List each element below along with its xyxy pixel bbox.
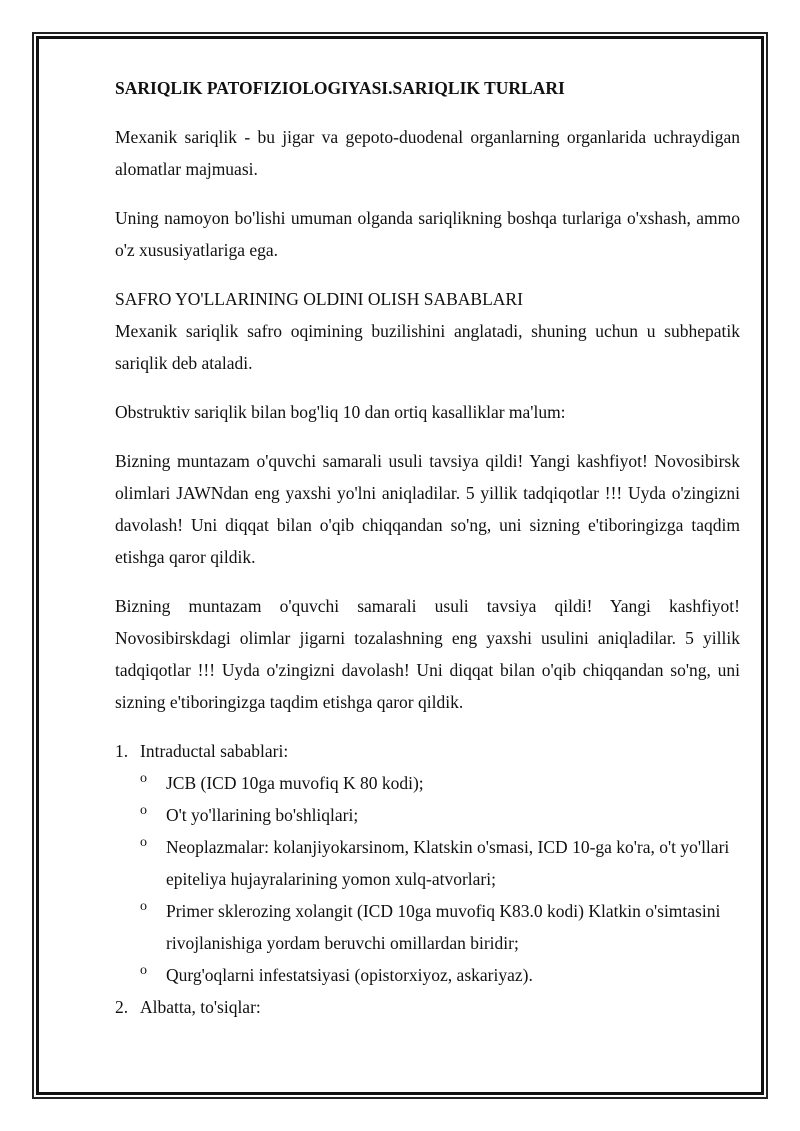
paragraph: Mexanik sariqlik - bu jigar va gepoto-duodenal organlarning organlarida uchraydigan alomatlar majmuasi. — [115, 127, 740, 179]
sub-list-text: O't yo'llarining bo'shliqlari; — [166, 805, 359, 825]
bullet-icon: o — [140, 835, 147, 850]
document-body — [115, 72, 740, 1023]
list-number: 1. — [115, 741, 129, 761]
bullet-icon: o — [140, 803, 147, 818]
paragraph: Bizning muntazam o'quvchi samarali usuli tavsiya qildi! Yangi kashfiyot! Novosibirskdagi olimlar jigarni tozalashning eng yaxshi usulini aniqladilar. 5 yillik tadqiqotlar !!! Uyda o'zingizni davolash! Uni diqqat bilan o'qib chiqqandan so'ng, uni sizning e'tiboringizga taqdim etishga qaror qildik. — [115, 596, 740, 712]
paragraph: Obstruktiv sariqlik bilan bog'liq 10 dan ortiq kasalliklar ma'lum: — [115, 402, 566, 422]
sub-list-text: Neoplazmalar: kolanjiyokarsinom, Klatskin o'smasi, ICD 10-ga ko'ra, o't yo'llari epiteliya hujayralarining yomon xulq-atvorlari; — [166, 837, 730, 889]
causes-list — [115, 735, 740, 1023]
paragraph: Bizning muntazam o'quvchi samarali usuli tavsiya qildi! Yangi kashfiyot! Novosibirsk olimlari JAWNdan eng yaxshi yo'lni aniqladilar. 5 yillik tadqiqotlar !!! Uyda o'zingizni davolash! Uni diqqat bilan o'qib chiqqandan so'ng, uni sizning e'tiboringizga taqdim etishga qaror qildik. — [115, 451, 740, 567]
paragraph: Mexanik sariqlik safro oqimining buzilishini anglatadi, shuning uchun u subhepatik sariqlik deb ataladi. — [115, 321, 740, 373]
sub-list-item — [140, 959, 740, 991]
paragraph: Uning namoyon bo'lishi umuman olganda sariqlikning boshqa turlariga o'xshash, ammo o'z xususiyatlariga ega. — [115, 208, 740, 260]
bullet-icon: o — [140, 899, 147, 914]
section-heading: SAFRO YO'LLARINING OLDINI OLISH SABABLARI — [115, 289, 523, 309]
list-item-label: Intraductal sabablari: — [140, 741, 289, 761]
sub-list-item — [140, 895, 740, 959]
sub-list-item — [140, 799, 740, 831]
bullet-icon: o — [140, 771, 147, 786]
sub-list-item — [140, 767, 740, 799]
list-item-label: Albatta, to'siqlar: — [140, 997, 261, 1017]
bullet-icon: o — [140, 963, 147, 978]
document-title: SARIQLIK PATOFIZIOLOGIYASI.SARIQLIK TURLARI — [115, 78, 565, 98]
list-item — [115, 735, 740, 991]
sub-list-item — [140, 831, 740, 895]
sub-list — [140, 767, 740, 991]
sub-list-text: JCB (ICD 10ga muvofiq K 80 kodi); — [166, 773, 424, 793]
list-number: 2. — [115, 997, 129, 1017]
sub-list-text: Qurg'oqlarni infestatsiyasi (opistorxiyoz, askariyaz). — [166, 965, 533, 985]
sub-list-text: Primer sklerozing xolangit (ICD 10ga muvofiq K83.0 kodi) Klatkin o'simtasini rivojlanishiga yordam beruvchi omillardan biridir; — [166, 901, 721, 953]
list-item — [115, 991, 740, 1023]
